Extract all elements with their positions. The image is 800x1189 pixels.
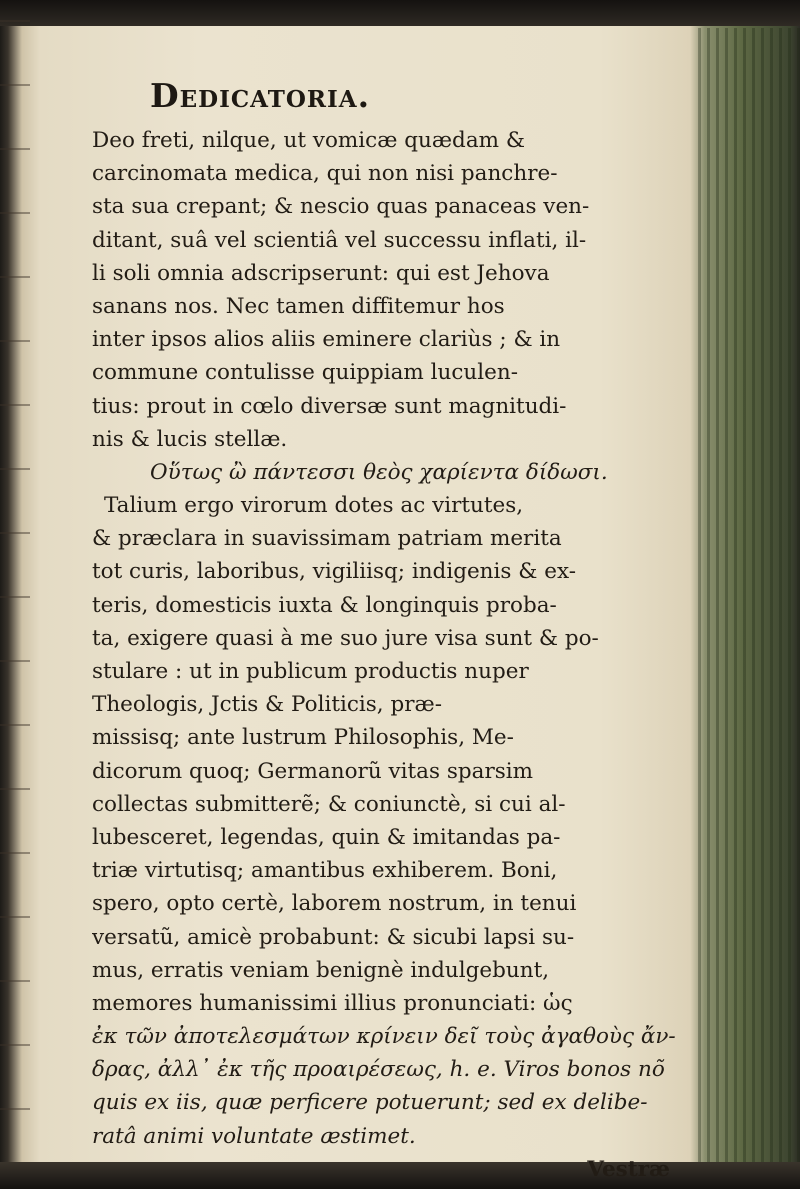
text-line: teris, domesticis iuxta & longinquis proba-	[92, 592, 557, 618]
text-line: mus, erratis veniam benignè indulgebunt,	[92, 957, 550, 983]
text-line: dicorum quoq; Germanorũ vitas sparsim	[92, 758, 534, 784]
scan-top-border	[0, 0, 800, 26]
text-line: commune contulisse quippiam luculen-	[92, 360, 518, 386]
text-line: sanans nos. Nec tamen diffitemur hos	[92, 293, 505, 319]
text-line: sta sua crepant; & nescio quas panaceas ven-	[92, 194, 590, 220]
text-line: memores humanissimi illius pronunciati: ὡς	[92, 990, 573, 1016]
book-binding-edge	[0, 20, 30, 1170]
text-line: versatũ, amicè probabunt: & sicubi lapsi su-	[92, 924, 575, 950]
text-line: missisq; ante lustrum Philosophis, Me-	[92, 725, 514, 751]
text-line: spero, opto certè, laborem nostrum, in tenui	[92, 891, 577, 917]
text-line: & præclara in suavissimam patriam merita	[92, 526, 562, 552]
italic-text-line: quis ex iis, quæ perficere potuerunt; sed ex delibe-	[92, 1090, 648, 1116]
text-line: collectas submitterẽ; & coniunctè, si cui al-	[92, 791, 566, 817]
text-line: Talium ergo virorum dotes ac virtutes,	[104, 493, 524, 519]
catchword: Vestræ	[587, 1156, 670, 1182]
text-line: stulare : ut in publicum productis nuper	[92, 659, 529, 684]
text-line: ta, exigere quasi à me suo jure visa sunt & po-	[92, 625, 599, 651]
text-line: triæ virtutisq; amantibus exhiberem. Boni,	[92, 858, 558, 884]
text-block	[92, 124, 682, 1186]
italic-text-line: ratâ animi voluntate æstimet.	[92, 1123, 416, 1149]
text-line: carcinomata medica, qui non nisi panchre-	[92, 161, 558, 187]
text-line: Theologis, Jctis & Politicis, præ-	[92, 692, 442, 718]
running-header: Dedicatoria.	[150, 76, 371, 115]
book-page	[40, 30, 690, 1182]
text-line: li soli omnia adscripserunt: qui est Jehova	[92, 260, 550, 286]
greek-verse-line: Οὕτως ὢ πάντεσσι θεὸς χαρίεντα δίδωσι.	[150, 459, 608, 485]
text-line: tot curis, laboribus, vigiliisq; indigenis & ex-	[92, 559, 576, 585]
text-line: nis & lucis stellæ.	[92, 426, 288, 452]
text-line: ditant, suâ vel scientiâ vel successu inflati, il-	[92, 227, 587, 253]
greek-text-line: ἐκ τῶν ἀποτελεσμάτων κρίνειν δεῖ τοὺς ἀγαθοὺς ἄν-	[92, 1024, 676, 1050]
page-edge-stack	[698, 28, 800, 1163]
text-line: Deo freti, nilque, ut vomicæ quædam &	[92, 128, 526, 153]
text-line: lubesceret, legendas, quin & imitandas pa-	[92, 824, 561, 850]
text-line: tius: prout in cœlo diversæ sunt magnitudi-	[92, 393, 567, 419]
greek-text-line: δρας, ἀλλ᾽ ἐκ τῆς προαιρέσεως, h. e. Viros bonos nõ	[92, 1057, 665, 1083]
text-line: inter ipsos alios aliis eminere clariùs ; & in	[92, 327, 561, 353]
